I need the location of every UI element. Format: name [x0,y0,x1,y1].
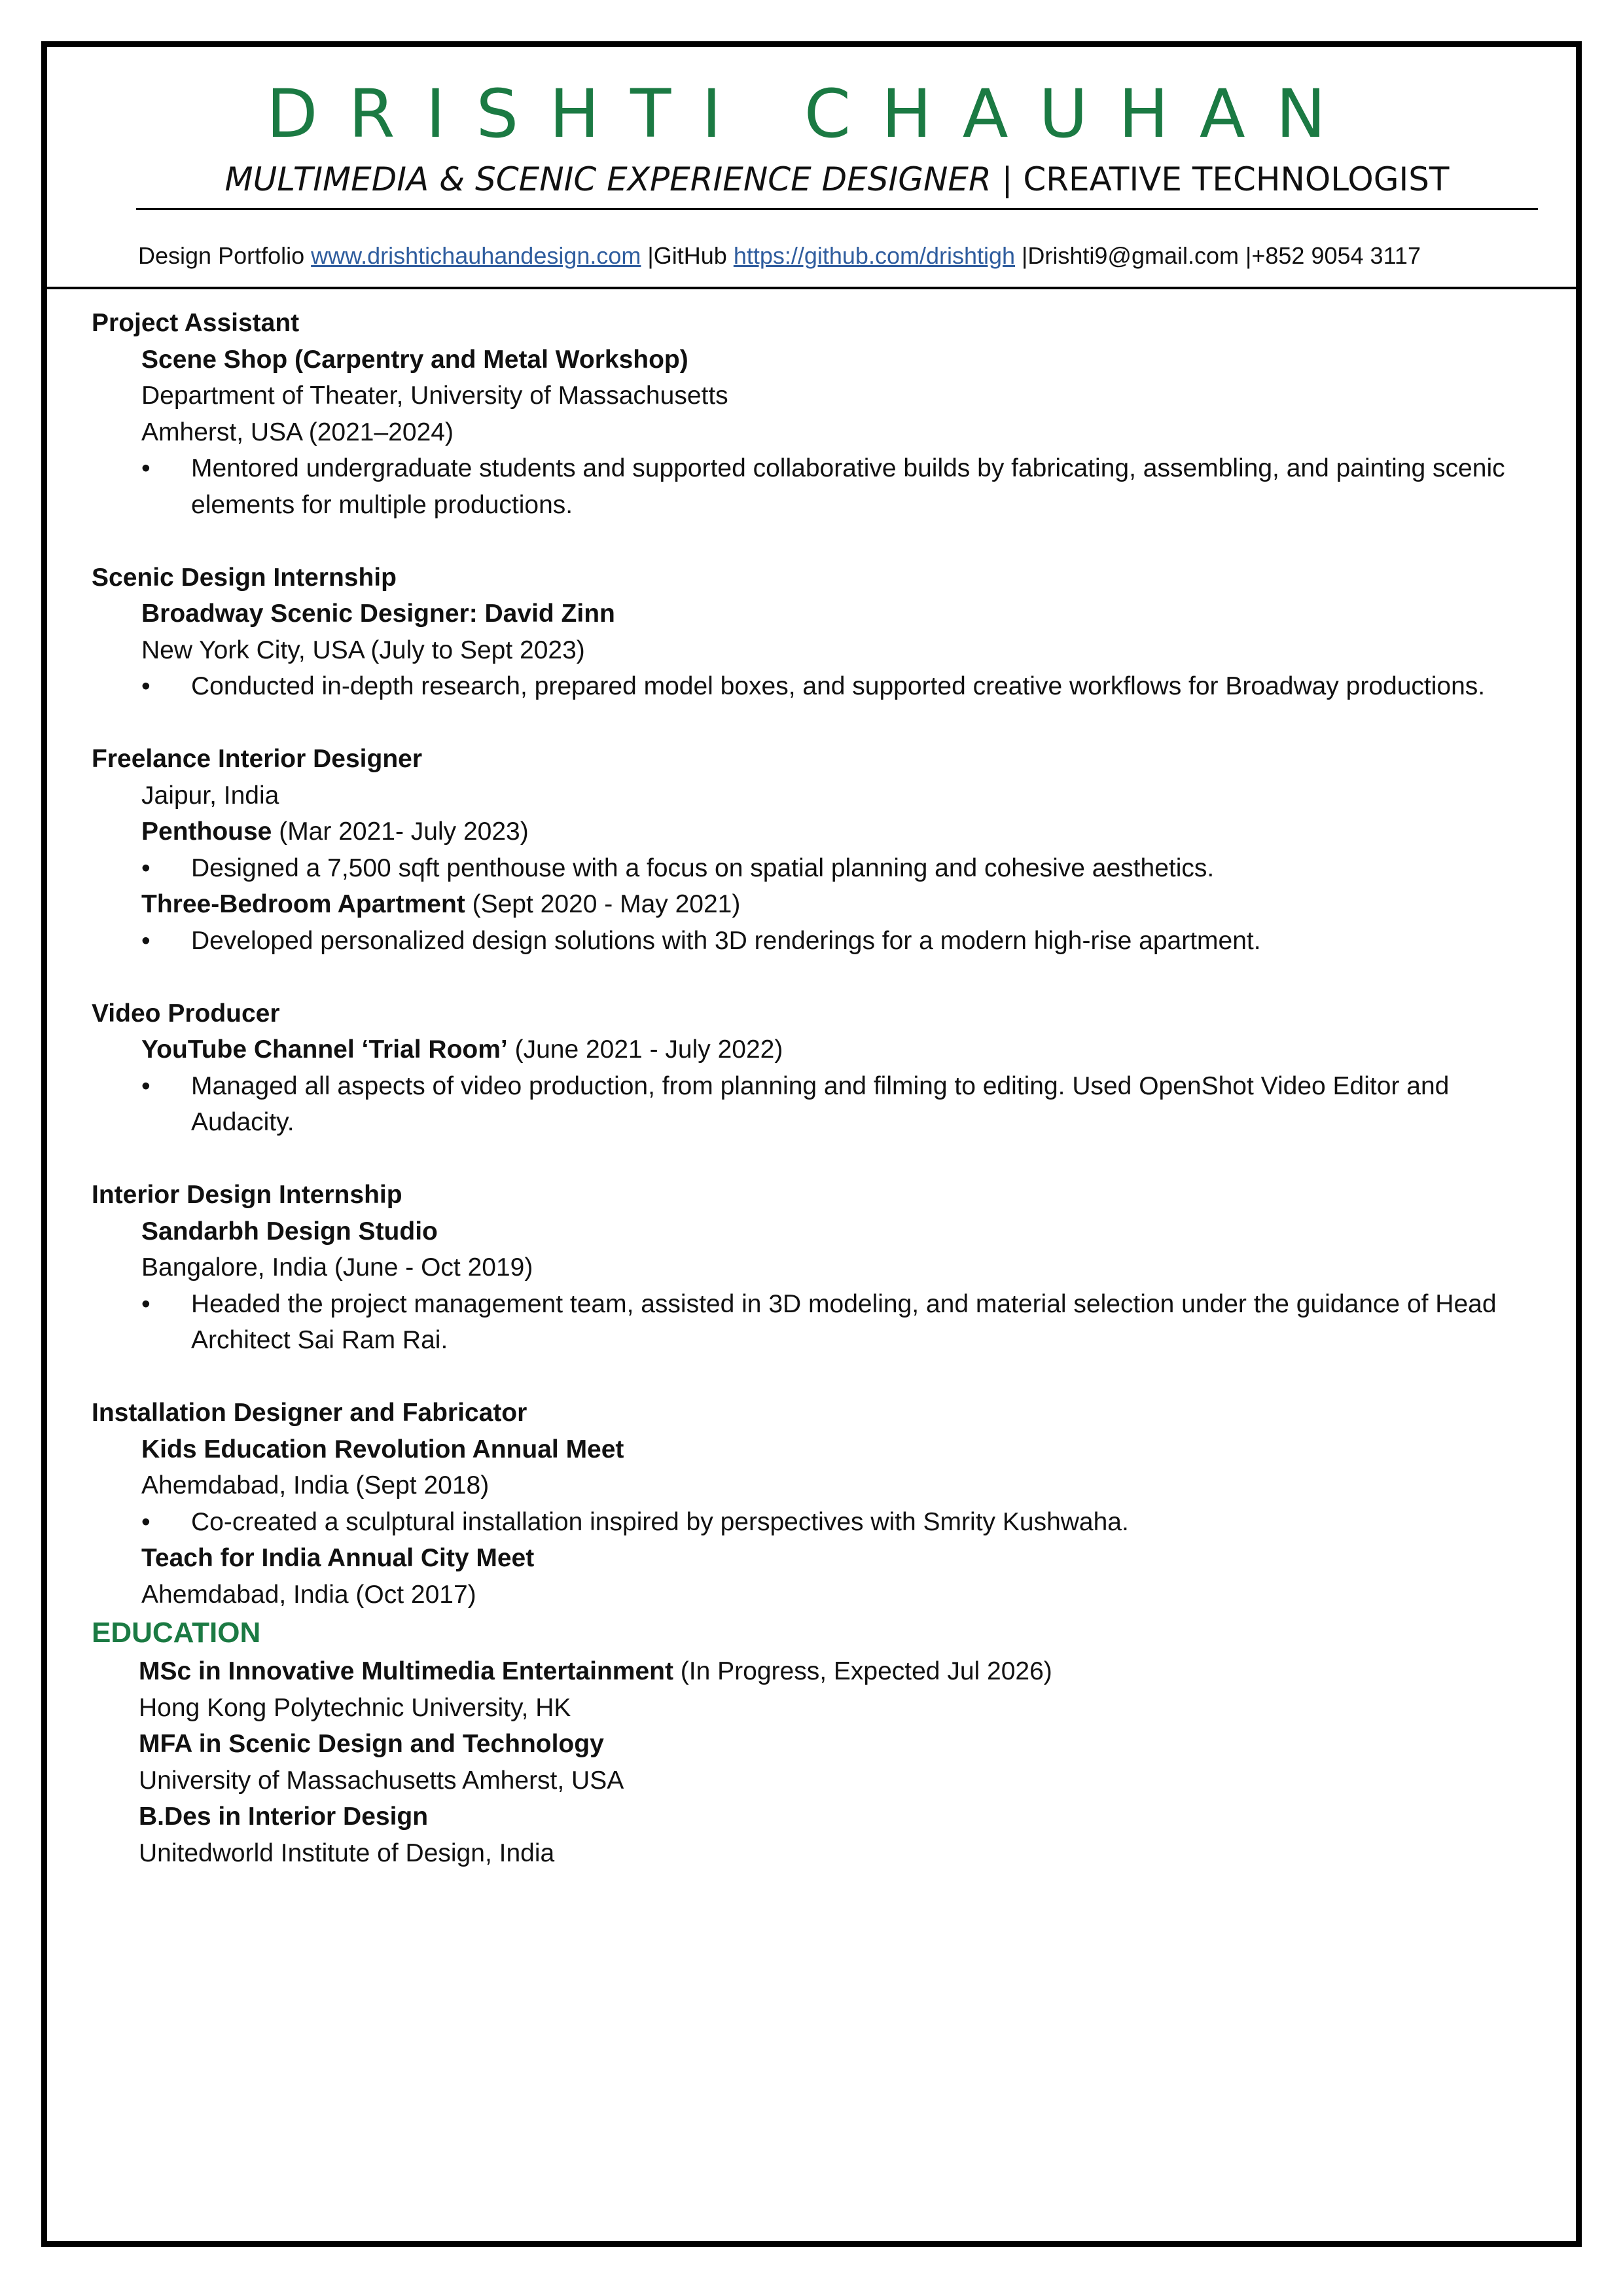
organization: YouTube Channel ‘Trial Room’ [141,1035,508,1064]
role-title: Installation Designer and Fabricator [92,1399,527,1427]
location-dates: Amherst, USA (2021–2024) [141,418,454,446]
email: |Drishti9@gmail.com [1015,242,1240,269]
bullet-item [92,850,1551,887]
bullet-icon: • [141,926,151,955]
bullet-text: Co-created a sculptural installation inspired by perspectives with Smrity Kushwaha. [191,1507,1129,1536]
role-title: Scenic Design Internship [92,563,397,592]
bullet-text: Managed all aspects of video production, from planning and filming to editing. Used OpenShot Video Editor and Audacity. [191,1071,1450,1136]
location-dates: Ahemdabad, India (Sept 2018) [141,1471,490,1499]
project-line [92,886,1551,923]
bullet-text: Designed a 7,500 sqft penthouse with a focus on spatial planning and cohesive aesthetics. [191,853,1215,882]
contact-line [138,242,1421,270]
job-title-separator: | [991,160,1024,198]
portfolio-link[interactable]: www.drishtichauhandesign.com [311,242,641,269]
education-heading: EDUCATION [92,1617,261,1649]
bullet-text: Developed personalized design solutions with 3D renderings for a modern high-rise apartment. [191,926,1261,955]
degree-title: MSc in Innovative Multimedia Entertainment [139,1657,673,1685]
project-dates: (Sept 2020 - May 2021) [465,890,741,918]
bullet-text: Mentored undergraduate students and supported collaborative builds by fabricating, assembling, and painting scenic elements for multiple productions. [191,454,1505,519]
role-title: Interior Design Internship [92,1181,402,1209]
bullet-item [92,668,1551,705]
bullet-item [92,450,1551,523]
phone: |+852 9054 3117 [1239,242,1421,269]
portfolio-label: Design Portfolio [138,242,312,269]
organization: Broadway Scenic Designer: David Zinn [141,600,615,628]
github-link[interactable]: https://github.com/drishtigh [733,242,1016,269]
bullet-item [92,923,1551,960]
bullet-icon: • [141,1289,151,1318]
project-line [92,1031,1551,1068]
resume-body [92,305,1551,1871]
bullet-icon: • [141,1507,151,1536]
job-title [136,160,1538,198]
degree-line [92,1653,1551,1690]
degree-title: MFA in Scenic Design and Technology [139,1730,604,1758]
bullet-icon: • [141,1071,151,1100]
organization: Kids Education Revolution Annual Meet [141,1435,624,1463]
organization: Scene Shop (Carpentry and Metal Workshop) [141,345,688,374]
department: Department of Theater, University of Massachusetts [141,382,728,410]
job-title-primary: MULTIMEDIA & SCENIC EXPERIENCE DESIGNER [224,160,991,198]
bullet-item [92,1286,1551,1359]
project-title: Penthouse [141,817,272,846]
job-title-secondary: CREATIVE TECHNOLOGIST [1023,160,1450,198]
role-title: Freelance Interior Designer [92,745,423,773]
location-dates: Bangalore, India (June - Oct 2019) [141,1253,533,1282]
project-dates: (June 2021 - July 2022) [507,1035,783,1064]
school: University of Massachusetts Amherst, USA [139,1766,624,1795]
organization: Sandarbh Design Studio [141,1217,438,1246]
location-dates: Ahemdabad, India (Oct 2017) [141,1580,476,1609]
github-label: |GitHub [641,242,734,269]
project-dates: (Mar 2021- July 2023) [272,817,529,846]
bullet-icon: • [141,672,151,700]
title-divider [136,208,1538,210]
role-title: Project Assistant [92,309,300,337]
bullet-text: Conducted in-depth research, prepared model boxes, and supported creative workflows for Broadway productions. [191,672,1486,700]
bullet-item [92,1504,1551,1541]
location: Jaipur, India [141,781,279,810]
degree-title: B.Des in Interior Design [139,1803,429,1831]
candidate-name: DRISHTI CHAUHAN [266,75,1357,153]
project-line [92,814,1551,850]
school: Unitedworld Institute of Design, India [139,1839,555,1867]
degree-note: (In Progress, Expected Jul 2026) [673,1657,1052,1685]
location-dates: New York City, USA (July to Sept 2023) [141,636,585,664]
bullet-icon: • [141,853,151,882]
bullet-text: Headed the project management team, assisted in 3D modeling, and material selection under the guidance of Head Architect Sai Ram Rai. [191,1289,1497,1354]
project-title: Three-Bedroom Apartment [141,890,465,918]
organization: Teach for India Annual City Meet [141,1544,535,1572]
role-title: Video Producer [92,999,280,1028]
bullet-icon: • [141,454,151,482]
bullet-item [92,1068,1551,1141]
header-divider [47,287,1576,289]
school: Hong Kong Polytechnic University, HK [139,1693,571,1722]
